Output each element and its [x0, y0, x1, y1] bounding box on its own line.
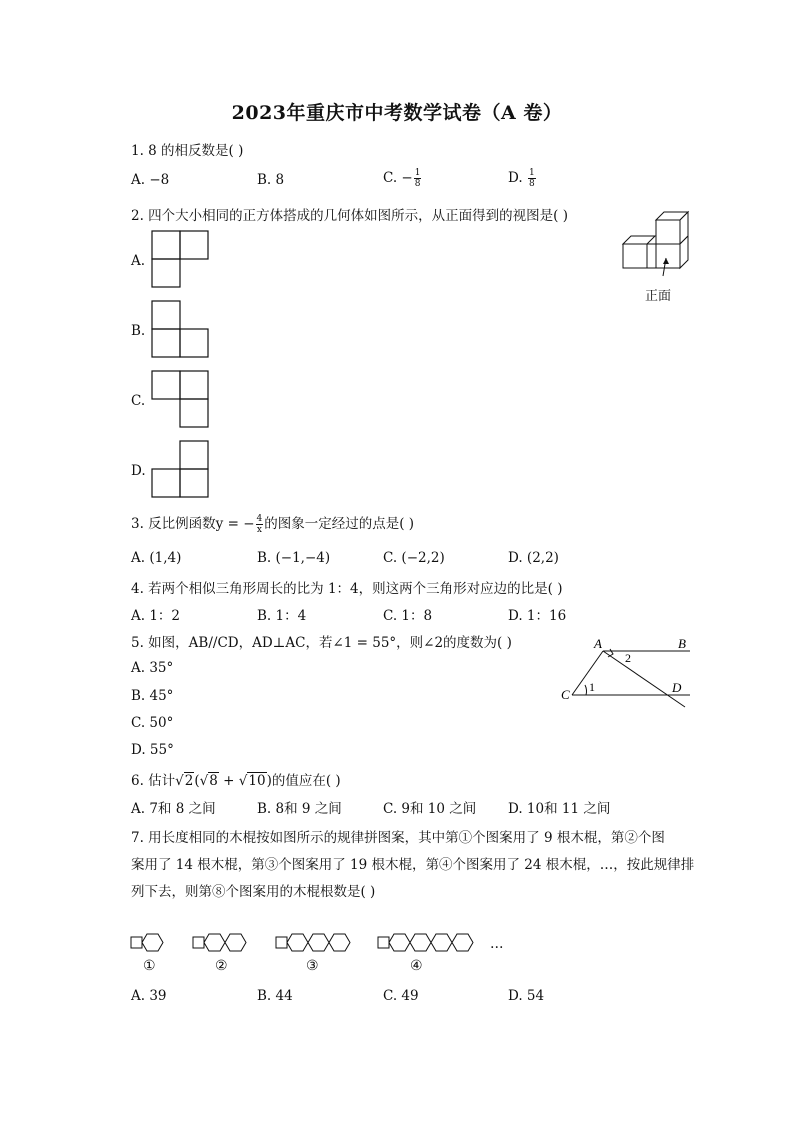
q7-pattern-label-3: ③	[306, 958, 319, 974]
q6-option-b: B. 8和 9 之间	[257, 801, 342, 817]
q2-option-d-label: D.	[131, 463, 146, 479]
q1-option-c-fraction: $\frac{1}{8}$	[414, 168, 421, 189]
q2-stem: 2. 四个大小相同的正方体搭成的几何体如图所示，从正面得到的视图是( )	[131, 208, 568, 224]
q3-function: y = −	[215, 516, 255, 532]
q2-option-c-label: C.	[131, 393, 146, 409]
q6-stem: 6. 估计√2(√8 + √10)的值应在( )	[131, 773, 341, 789]
q1-stem: 1. 8 的相反数是( )	[131, 143, 244, 159]
q6-option-d: D. 10和 11 之间	[508, 801, 611, 817]
q2-option-b-figure	[151, 300, 211, 360]
q7-stem-line2: 案用了 14 根木棍，第③个图案用了 19 根木棍，第④个图案用了 24 根木棍，…，按此规律排	[131, 857, 695, 873]
q7-stem-line3: 列下去，则第⑧个图案用的木棍根数是( )	[131, 884, 376, 900]
q5-label-c: C	[561, 687, 570, 702]
q7-pattern-label-2: ②	[215, 958, 228, 974]
q5-angle-1-label: 1	[589, 680, 595, 694]
q5-geometry-figure	[555, 633, 700, 713]
q3-option-a: A. (1,4)	[131, 550, 182, 566]
q7-pattern-figure	[128, 928, 478, 958]
q5-option-c: C. 50°	[131, 715, 174, 731]
q7-option-d: D. 54	[508, 988, 545, 1004]
q5-option-b: B. 45°	[131, 688, 174, 704]
q5-label-d: D	[672, 680, 682, 695]
q3-option-d: D. (2,2)	[508, 550, 559, 566]
q4-option-b: B. 1：4	[257, 608, 307, 624]
q1-option-c: C. − $\frac{1}{8}$	[383, 168, 421, 189]
q1-option-d-fraction: $\frac{1}{8}$	[528, 168, 535, 189]
q1-option-a: A. −8	[131, 172, 170, 188]
q4-stem: 4. 若两个相似三角形周长的比为 1：4，则这两个三角形对应边的比是( )	[131, 581, 563, 597]
q5-angle-2-label: 2	[625, 651, 631, 665]
q7-pattern-ellipsis: …	[490, 936, 504, 952]
q2-option-a-figure	[151, 230, 211, 290]
q2-front-label: 正面	[645, 289, 672, 304]
q2-cube-figure	[618, 208, 698, 278]
q2-option-b-label: B.	[131, 323, 146, 339]
q7-option-c: C. 49	[383, 988, 419, 1004]
q7-option-a: A. 39	[131, 988, 167, 1004]
q5-option-a: A. 35°	[131, 660, 174, 676]
q2-option-a-label: A.	[131, 253, 146, 269]
q7-stem-line1: 7. 用长度相同的木棍按如图所示的规律拼图案，其中第①个图案用了 9 根木棍，第②个图	[131, 830, 665, 846]
q1-option-b: B. 8	[257, 172, 285, 188]
q4-option-d: D. 1：16	[508, 608, 567, 624]
q4-option-c: C. 1：8	[383, 608, 433, 624]
q7-pattern-label-4: ④	[410, 958, 423, 974]
q5-label-b: B	[678, 636, 686, 651]
q6-option-a: A. 7和 8 之间	[131, 801, 216, 817]
q6-option-c: C. 9和 10 之间	[383, 801, 477, 817]
q3-option-c: C. (−2,2)	[383, 550, 445, 566]
q4-option-a: A. 1：2	[131, 608, 181, 624]
q2-option-c-figure	[151, 370, 211, 430]
q5-option-d: D. 55°	[131, 742, 174, 758]
q2-option-d-figure	[151, 440, 211, 500]
q3-stem: 3. 反比例函数y = − $\frac{4}{x}$ 的图象一定经过的点是( )	[131, 514, 415, 535]
q3-option-b: B. (−1,−4)	[257, 550, 331, 566]
q3-fraction: $\frac{4}{x}$	[256, 514, 263, 535]
q5-stem: 5. 如图，AB//CD，AD⊥AC，若∠1 = 55°，则∠2的度数为( )	[131, 635, 512, 651]
page-title: 2023年重庆市中考数学试卷（A 卷）	[231, 102, 563, 124]
q5-label-a: A	[594, 636, 602, 651]
q7-option-b: B. 44	[257, 988, 293, 1004]
q1-option-d: D. $\frac{1}{8}$	[508, 168, 535, 189]
q7-pattern-label-1: ①	[143, 958, 156, 974]
